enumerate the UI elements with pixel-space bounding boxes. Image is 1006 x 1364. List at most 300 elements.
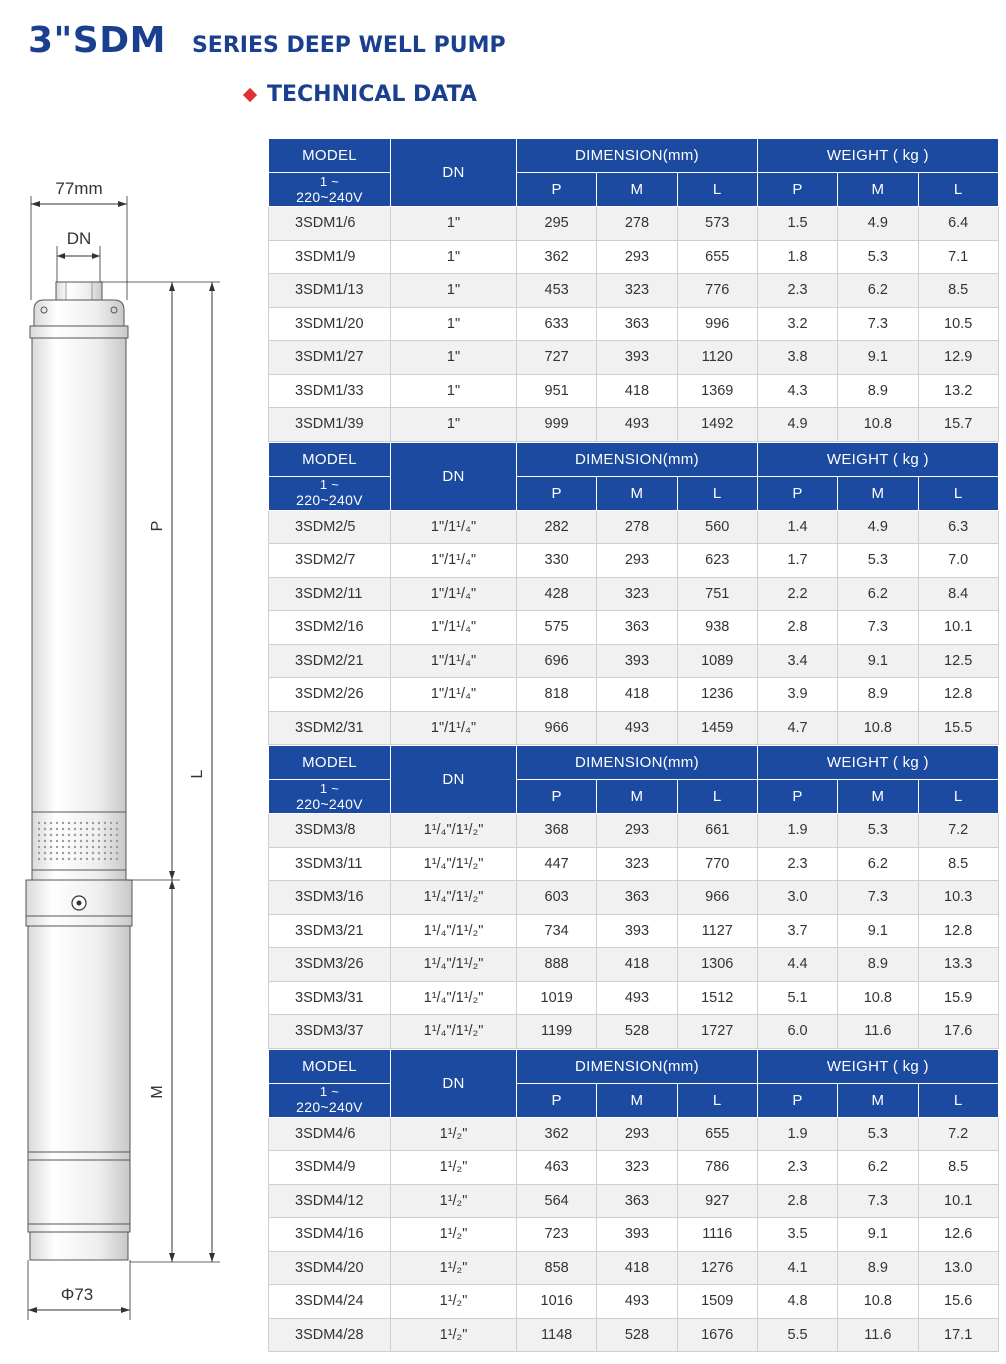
model-cell: 3SDM2/21	[269, 644, 391, 678]
value-cell: 951	[517, 374, 597, 408]
dn-header: DN	[391, 139, 517, 207]
dn-cell: 1¹/₂"	[391, 1285, 517, 1319]
value-cell: 418	[597, 1251, 677, 1285]
value-cell: 9.1	[838, 914, 918, 948]
value-cell: 363	[597, 1184, 677, 1218]
value-cell: 8.9	[838, 948, 918, 982]
value-cell: 393	[597, 644, 677, 678]
value-cell: 2.8	[757, 611, 837, 645]
value-cell: 633	[517, 307, 597, 341]
column-header: M	[597, 780, 677, 814]
dn-label: DN	[66, 229, 92, 248]
value-cell: 623	[677, 544, 757, 578]
value-cell: 4.9	[757, 408, 837, 442]
table-row	[269, 1318, 999, 1352]
value-cell: 363	[597, 611, 677, 645]
model-cell: 3SDM4/16	[269, 1218, 391, 1252]
dimension-header: DIMENSION(mm)	[517, 746, 758, 780]
value-cell: 564	[517, 1184, 597, 1218]
value-cell: 12.5	[918, 644, 998, 678]
value-cell: 603	[517, 881, 597, 915]
value-cell: 655	[677, 1117, 757, 1151]
column-header: M	[597, 173, 677, 207]
value-cell: 2.3	[757, 1151, 837, 1185]
column-header: P	[517, 780, 597, 814]
dn-cell: 1¹/₄"/1¹/₂"	[391, 881, 517, 915]
diameter-label: Φ73	[60, 1285, 94, 1304]
value-cell: 493	[597, 1285, 677, 1319]
column-header: M	[838, 780, 918, 814]
value-cell: 15.5	[918, 711, 998, 745]
value-cell: 447	[517, 847, 597, 881]
value-cell: 1512	[677, 981, 757, 1015]
value-cell: 996	[677, 307, 757, 341]
value-cell: 661	[677, 814, 757, 848]
voltage-header: 1 ~ 220~240V	[269, 173, 391, 207]
value-cell: 573	[677, 207, 757, 241]
value-cell: 7.3	[838, 611, 918, 645]
section-title: TECHNICAL DATA	[267, 82, 477, 107]
diamond-bullet-icon	[243, 87, 257, 101]
column-header: L	[677, 173, 757, 207]
value-cell: 1127	[677, 914, 757, 948]
value-cell: 5.3	[838, 240, 918, 274]
voltage-header: 1 ~ 220~240V	[269, 780, 391, 814]
value-cell: 4.8	[757, 1285, 837, 1319]
voltage-header: 1 ~ 220~240V	[269, 1083, 391, 1117]
value-cell: 7.1	[918, 240, 998, 274]
column-header: L	[677, 780, 757, 814]
value-cell: 6.0	[757, 1015, 837, 1049]
value-cell: 295	[517, 207, 597, 241]
value-cell: 3.8	[757, 341, 837, 375]
value-cell: 12.6	[918, 1218, 998, 1252]
value-cell: 528	[597, 1318, 677, 1352]
width-label: 77mm	[55, 179, 103, 198]
value-cell: 10.3	[918, 881, 998, 915]
weight-header: WEIGHT ( kg )	[757, 139, 998, 173]
model-cell: 3SDM3/8	[269, 814, 391, 848]
pump-drawing	[0, 160, 260, 1330]
model-cell: 3SDM2/11	[269, 577, 391, 611]
table-row	[269, 611, 999, 645]
value-cell: 9.1	[838, 341, 918, 375]
column-header: M	[597, 1083, 677, 1117]
p-label: P	[149, 520, 166, 532]
value-cell: 1676	[677, 1318, 757, 1352]
column-header: P	[517, 173, 597, 207]
dn-cell: 1¹/₂"	[391, 1218, 517, 1252]
value-cell: 362	[517, 1117, 597, 1151]
dn-cell: 1¹/₄"/1¹/₂"	[391, 847, 517, 881]
column-header: M	[597, 476, 677, 510]
column-header: L	[918, 1083, 998, 1117]
model-header: MODEL	[269, 442, 391, 476]
table-row	[269, 814, 999, 848]
value-cell: 1459	[677, 711, 757, 745]
weight-header: WEIGHT ( kg )	[757, 442, 998, 476]
table-row	[269, 307, 999, 341]
model-cell: 3SDM1/27	[269, 341, 391, 375]
value-cell: 528	[597, 1015, 677, 1049]
weight-header: WEIGHT ( kg )	[757, 1049, 998, 1083]
value-cell: 2.3	[757, 274, 837, 308]
model-cell: 3SDM3/26	[269, 948, 391, 982]
value-cell: 560	[677, 510, 757, 544]
dn-header: DN	[391, 1049, 517, 1117]
value-cell: 5.5	[757, 1318, 837, 1352]
value-cell: 10.5	[918, 307, 998, 341]
value-cell: 10.1	[918, 611, 998, 645]
table-row	[269, 711, 999, 745]
value-cell: 776	[677, 274, 757, 308]
page-title	[28, 20, 506, 64]
value-cell: 1.4	[757, 510, 837, 544]
value-cell: 418	[597, 374, 677, 408]
value-cell: 453	[517, 274, 597, 308]
value-cell: 1369	[677, 374, 757, 408]
model-cell: 3SDM4/6	[269, 1117, 391, 1151]
value-cell: 966	[517, 711, 597, 745]
value-cell: 1727	[677, 1015, 757, 1049]
model-cell: 3SDM4/24	[269, 1285, 391, 1319]
weight-header: WEIGHT ( kg )	[757, 746, 998, 780]
column-header: L	[677, 476, 757, 510]
dn-cell: 1"	[391, 307, 517, 341]
value-cell: 3.2	[757, 307, 837, 341]
value-cell: 7.3	[838, 1184, 918, 1218]
value-cell: 8.9	[838, 678, 918, 712]
spec-table	[268, 1049, 999, 1353]
value-cell: 8.5	[918, 1151, 998, 1185]
column-header: M	[838, 1083, 918, 1117]
model-header: MODEL	[269, 1049, 391, 1083]
value-cell: 17.6	[918, 1015, 998, 1049]
value-cell: 8.5	[918, 274, 998, 308]
value-cell: 8.9	[838, 374, 918, 408]
value-cell: 293	[597, 1117, 677, 1151]
value-cell: 13.2	[918, 374, 998, 408]
value-cell: 1.7	[757, 544, 837, 578]
table-row	[269, 948, 999, 982]
model-cell: 3SDM1/39	[269, 408, 391, 442]
column-header: P	[757, 476, 837, 510]
dimension-header: DIMENSION(mm)	[517, 442, 758, 476]
value-cell: 7.2	[918, 814, 998, 848]
table-row	[269, 914, 999, 948]
value-cell: 751	[677, 577, 757, 611]
column-header: L	[918, 173, 998, 207]
dn-cell: 1"/1¹/₄"	[391, 544, 517, 578]
value-cell: 2.3	[757, 847, 837, 881]
value-cell: 13.3	[918, 948, 998, 982]
dn-cell: 1"/1¹/₄"	[391, 711, 517, 745]
value-cell: 938	[677, 611, 757, 645]
value-cell: 999	[517, 408, 597, 442]
value-cell: 1276	[677, 1251, 757, 1285]
value-cell: 1199	[517, 1015, 597, 1049]
column-header: P	[757, 173, 837, 207]
value-cell: 1148	[517, 1318, 597, 1352]
value-cell: 10.8	[838, 711, 918, 745]
value-cell: 363	[597, 307, 677, 341]
value-cell: 493	[597, 408, 677, 442]
value-cell: 330	[517, 544, 597, 578]
value-cell: 1509	[677, 1285, 757, 1319]
technical-data-tables	[268, 138, 998, 1352]
dn-cell: 1"/1¹/₄"	[391, 611, 517, 645]
title-model: 3"SDM	[28, 20, 166, 61]
value-cell: 723	[517, 1218, 597, 1252]
model-cell: 3SDM1/9	[269, 240, 391, 274]
value-cell: 278	[597, 510, 677, 544]
value-cell: 4.7	[757, 711, 837, 745]
value-cell: 655	[677, 240, 757, 274]
value-cell: 10.1	[918, 1184, 998, 1218]
value-cell: 1016	[517, 1285, 597, 1319]
dn-header: DN	[391, 746, 517, 814]
value-cell: 10.8	[838, 981, 918, 1015]
dimension-header: DIMENSION(mm)	[517, 1049, 758, 1083]
value-cell: 3.5	[757, 1218, 837, 1252]
table-row	[269, 544, 999, 578]
value-cell: 293	[597, 544, 677, 578]
value-cell: 575	[517, 611, 597, 645]
value-cell: 10.8	[838, 408, 918, 442]
column-header: P	[517, 476, 597, 510]
value-cell: 927	[677, 1184, 757, 1218]
value-cell: 8.4	[918, 577, 998, 611]
dn-cell: 1¹/₂"	[391, 1318, 517, 1352]
table-row	[269, 847, 999, 881]
table-row	[269, 510, 999, 544]
table-row	[269, 408, 999, 442]
value-cell: 363	[597, 881, 677, 915]
column-header: L	[677, 1083, 757, 1117]
dn-cell: 1¹/₄"/1¹/₂"	[391, 1015, 517, 1049]
dn-cell: 1¹/₄"/1¹/₂"	[391, 981, 517, 1015]
value-cell: 323	[597, 847, 677, 881]
value-cell: 493	[597, 711, 677, 745]
table-row	[269, 678, 999, 712]
value-cell: 293	[597, 240, 677, 274]
l-label: L	[189, 769, 206, 779]
table-row	[269, 1218, 999, 1252]
value-cell: 7.3	[838, 881, 918, 915]
value-cell: 1236	[677, 678, 757, 712]
value-cell: 17.1	[918, 1318, 998, 1352]
value-cell: 4.9	[838, 207, 918, 241]
table-row	[269, 1151, 999, 1185]
value-cell: 3.4	[757, 644, 837, 678]
column-header: M	[838, 173, 918, 207]
dn-header: DN	[391, 442, 517, 510]
value-cell: 463	[517, 1151, 597, 1185]
value-cell: 6.2	[838, 274, 918, 308]
table-row	[269, 644, 999, 678]
model-cell: 3SDM3/31	[269, 981, 391, 1015]
value-cell: 1120	[677, 341, 757, 375]
value-cell: 7.3	[838, 307, 918, 341]
model-cell: 3SDM4/12	[269, 1184, 391, 1218]
dn-cell: 1¹/₂"	[391, 1151, 517, 1185]
dn-cell: 1"/1¹/₄"	[391, 678, 517, 712]
spec-table	[268, 745, 999, 1049]
model-cell: 3SDM1/13	[269, 274, 391, 308]
model-cell: 3SDM1/20	[269, 307, 391, 341]
value-cell: 428	[517, 577, 597, 611]
title-series: SERIES DEEP WELL PUMP	[191, 33, 506, 58]
value-cell: 323	[597, 274, 677, 308]
value-cell: 8.5	[918, 847, 998, 881]
value-cell: 15.6	[918, 1285, 998, 1319]
spec-table	[268, 138, 999, 442]
value-cell: 1492	[677, 408, 757, 442]
value-cell: 362	[517, 240, 597, 274]
value-cell: 8.9	[838, 1251, 918, 1285]
model-cell: 3SDM2/26	[269, 678, 391, 712]
value-cell: 858	[517, 1251, 597, 1285]
column-header: P	[517, 1083, 597, 1117]
value-cell: 1306	[677, 948, 757, 982]
value-cell: 727	[517, 341, 597, 375]
value-cell: 4.1	[757, 1251, 837, 1285]
value-cell: 2.2	[757, 577, 837, 611]
value-cell: 9.1	[838, 1218, 918, 1252]
table-row	[269, 240, 999, 274]
dn-cell: 1¹/₄"/1¹/₂"	[391, 814, 517, 848]
value-cell: 6.2	[838, 847, 918, 881]
dn-cell: 1"/1¹/₄"	[391, 510, 517, 544]
value-cell: 3.0	[757, 881, 837, 915]
dn-cell: 1"	[391, 207, 517, 241]
value-cell: 1089	[677, 644, 757, 678]
value-cell: 6.2	[838, 577, 918, 611]
value-cell: 3.7	[757, 914, 837, 948]
table-row	[269, 981, 999, 1015]
value-cell: 5.1	[757, 981, 837, 1015]
value-cell: 493	[597, 981, 677, 1015]
value-cell: 393	[597, 914, 677, 948]
dn-cell: 1"	[391, 341, 517, 375]
column-header: P	[757, 780, 837, 814]
value-cell: 1116	[677, 1218, 757, 1252]
value-cell: 5.3	[838, 814, 918, 848]
value-cell: 6.2	[838, 1151, 918, 1185]
model-cell: 3SDM2/16	[269, 611, 391, 645]
value-cell: 966	[677, 881, 757, 915]
model-cell: 3SDM4/9	[269, 1151, 391, 1185]
dn-cell: 1¹/₄"/1¹/₂"	[391, 914, 517, 948]
value-cell: 4.4	[757, 948, 837, 982]
table-row	[269, 1184, 999, 1218]
model-cell: 3SDM3/21	[269, 914, 391, 948]
model-cell: 3SDM4/20	[269, 1251, 391, 1285]
value-cell: 278	[597, 207, 677, 241]
value-cell: 6.4	[918, 207, 998, 241]
value-cell: 293	[597, 814, 677, 848]
model-cell: 3SDM3/37	[269, 1015, 391, 1049]
table-row	[269, 374, 999, 408]
dimension-header: DIMENSION(mm)	[517, 139, 758, 173]
value-cell: 282	[517, 510, 597, 544]
table-row	[269, 1251, 999, 1285]
value-cell: 393	[597, 1218, 677, 1252]
column-header: M	[838, 476, 918, 510]
dn-cell: 1¹/₂"	[391, 1117, 517, 1151]
value-cell: 368	[517, 814, 597, 848]
value-cell: 323	[597, 1151, 677, 1185]
value-cell: 10.8	[838, 1285, 918, 1319]
dn-cell: 1¹/₄"/1¹/₂"	[391, 948, 517, 982]
value-cell: 1.9	[757, 1117, 837, 1151]
spec-table	[268, 442, 999, 746]
value-cell: 393	[597, 341, 677, 375]
value-cell: 818	[517, 678, 597, 712]
value-cell: 770	[677, 847, 757, 881]
model-cell: 3SDM2/31	[269, 711, 391, 745]
value-cell: 15.9	[918, 981, 998, 1015]
model-cell: 3SDM1/6	[269, 207, 391, 241]
value-cell: 4.9	[838, 510, 918, 544]
value-cell: 786	[677, 1151, 757, 1185]
dn-cell: 1"	[391, 274, 517, 308]
m-label: M	[149, 1085, 166, 1099]
value-cell: 12.8	[918, 914, 998, 948]
value-cell: 12.9	[918, 341, 998, 375]
value-cell: 2.8	[757, 1184, 837, 1218]
value-cell: 6.3	[918, 510, 998, 544]
value-cell: 888	[517, 948, 597, 982]
model-header: MODEL	[269, 746, 391, 780]
table-row	[269, 207, 999, 241]
dn-cell: 1"	[391, 240, 517, 274]
value-cell: 418	[597, 678, 677, 712]
table-row	[269, 341, 999, 375]
model-cell: 3SDM3/11	[269, 847, 391, 881]
value-cell: 696	[517, 644, 597, 678]
table-row	[269, 881, 999, 915]
model-cell: 3SDM4/28	[269, 1318, 391, 1352]
value-cell: 12.8	[918, 678, 998, 712]
column-header: L	[918, 780, 998, 814]
value-cell: 7.0	[918, 544, 998, 578]
dn-cell: 1"/1¹/₄"	[391, 644, 517, 678]
voltage-header: 1 ~ 220~240V	[269, 476, 391, 510]
value-cell: 11.6	[838, 1015, 918, 1049]
value-cell: 734	[517, 914, 597, 948]
section-heading	[245, 82, 477, 107]
model-cell: 3SDM3/16	[269, 881, 391, 915]
table-row	[269, 274, 999, 308]
dn-cell: 1"/1¹/₄"	[391, 577, 517, 611]
value-cell: 15.7	[918, 408, 998, 442]
dn-cell: 1¹/₂"	[391, 1184, 517, 1218]
value-cell: 5.3	[838, 1117, 918, 1151]
column-header: L	[918, 476, 998, 510]
dn-cell: 1"	[391, 408, 517, 442]
value-cell: 5.3	[838, 544, 918, 578]
table-row	[269, 1285, 999, 1319]
value-cell: 11.6	[838, 1318, 918, 1352]
value-cell: 13.0	[918, 1251, 998, 1285]
value-cell: 9.1	[838, 644, 918, 678]
value-cell: 1.5	[757, 207, 837, 241]
dn-cell: 1¹/₂"	[391, 1251, 517, 1285]
value-cell: 1019	[517, 981, 597, 1015]
value-cell: 7.2	[918, 1117, 998, 1151]
table-row	[269, 1117, 999, 1151]
